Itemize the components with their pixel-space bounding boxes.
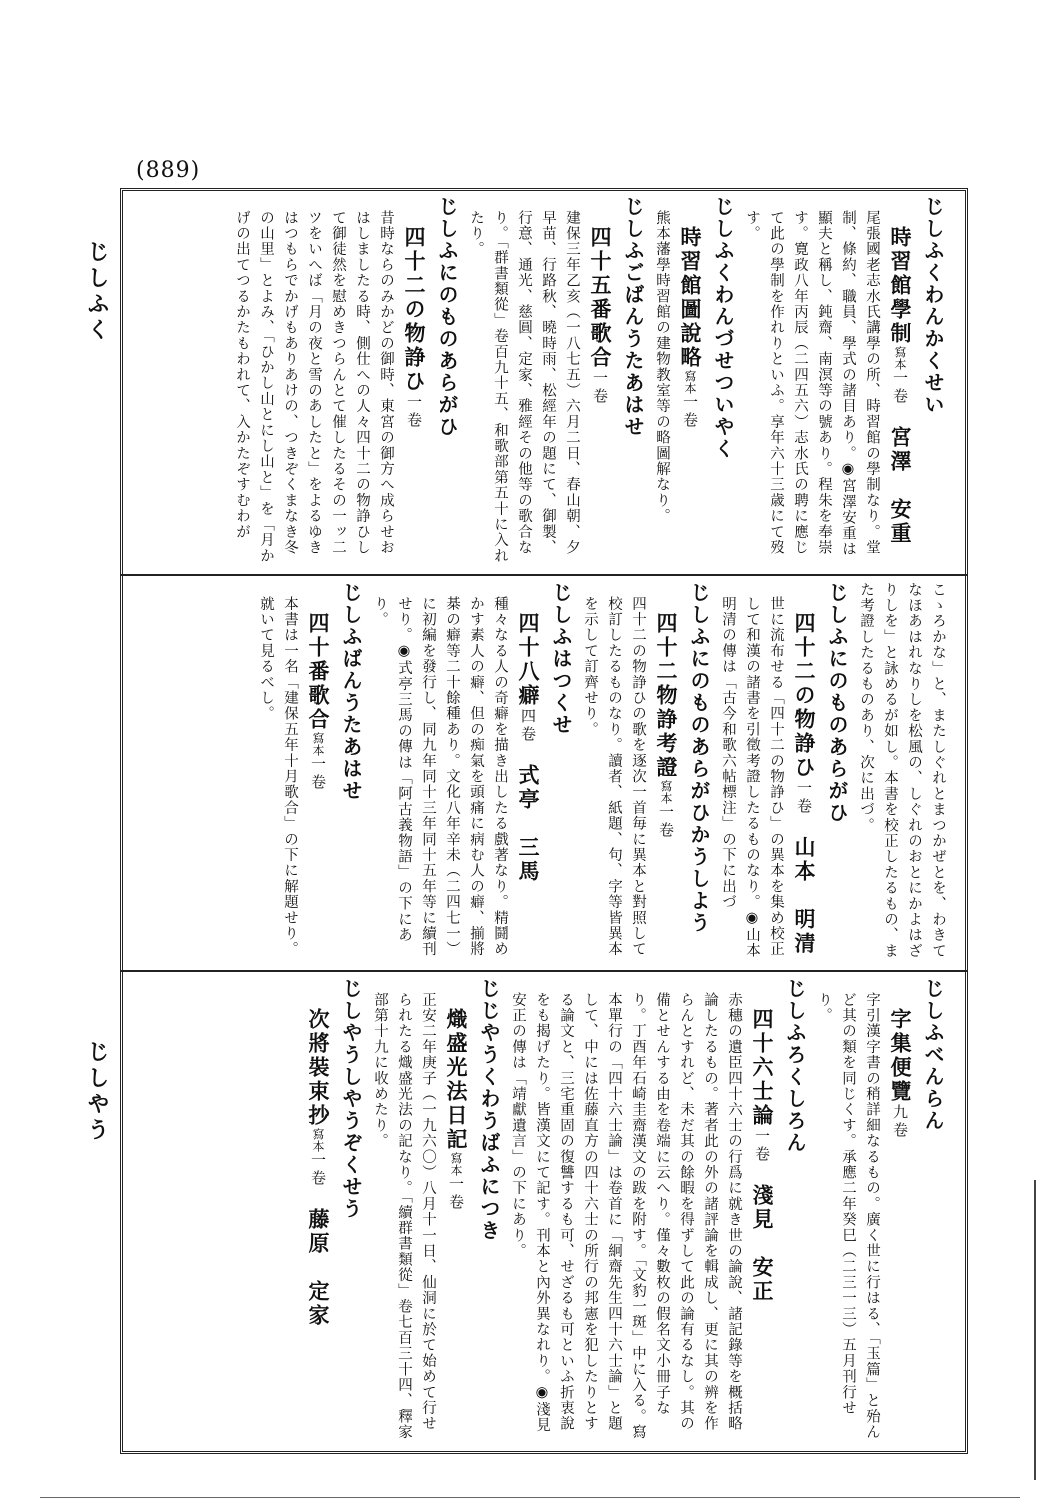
entry-description: 四十二の物諍ひの歌を逐次一首毎に異本と對照して校訂したるものなり。讀者、紙題、句、字等皆異本を示して訂齊せり。	[582, 596, 646, 958]
section-middle	[140, 582, 950, 962]
margin-label-bottom: じしやう	[84, 1040, 110, 1144]
entry-volumes: 一卷	[657, 804, 675, 840]
entry-reading: じしふごばんうたあはせ	[621, 196, 645, 438]
entry-reading: じしふべんらん	[921, 978, 945, 1132]
entry-description: 熊本藩學時習館の建物教室等の略圖解なり。	[654, 210, 670, 524]
entry-reading: じしふにのものあらがひ	[435, 196, 459, 438]
entry-title-text: 四十五番歌合	[588, 226, 613, 370]
entry-title-text: 四十二の物諍ひ	[402, 226, 427, 394]
entry-title-text: 四十二の物諍ひ	[792, 612, 817, 780]
dictionary-entry	[650, 196, 740, 568]
dictionary-entry	[578, 582, 716, 962]
dictionary-entry	[368, 978, 506, 1446]
entry-title	[650, 582, 682, 962]
entry-description: 昔時ならのみかどの御時、東宮の御方へ成らせおはしましたる時、側仕への人々四十二の物諍ひして御徒然を慰めきつらんとて催したるその一ッ二ツをいへば「月の夜と雪のあしたと」をよるゆきはつもらでかげもありあけの、つきぞくまなき冬の山里」とよみ、「ひかし山とにし山と」を「月かげの出てつるかたもわれて、入かたぞすむわが	[234, 210, 394, 564]
entry-volumes: 一卷	[309, 756, 327, 792]
dictionary-entry	[302, 978, 368, 1446]
entry-title	[512, 582, 544, 962]
entry-title	[584, 196, 616, 568]
dictionary-entry	[230, 196, 464, 568]
entry-format-note: 寫本	[311, 1128, 325, 1152]
dictionary-entry	[812, 978, 950, 1446]
entry-reading: じしふばんうたあはせ	[339, 582, 363, 802]
entry-volumes: 一卷	[891, 370, 909, 406]
entry-title	[746, 978, 778, 1446]
entry-author: 式亭 三馬	[516, 764, 541, 884]
page-edge	[1034, 1180, 1036, 1480]
entry-title	[398, 196, 430, 568]
divider-1	[120, 574, 968, 576]
dictionary-entry	[740, 196, 950, 568]
section-top	[140, 196, 950, 568]
entry-title	[674, 196, 706, 568]
entry-volumes: 一卷	[681, 394, 699, 430]
entry-volumes: 一卷	[405, 394, 423, 430]
margin-label-top: じしふく	[84, 240, 110, 344]
entry-title-text: 次將裝束抄	[306, 1008, 331, 1128]
entry-title	[884, 978, 916, 1446]
entry-title-text: 字集便覽	[888, 1008, 913, 1104]
entry-title-text: 四十六士論	[750, 1008, 775, 1128]
dictionary-entry	[716, 582, 854, 962]
entry-author: 宮澤 安重	[888, 426, 913, 546]
entry-format-note: 寫本	[449, 1152, 463, 1176]
entry-volumes: 九卷	[891, 1104, 909, 1140]
entry-description: こゝろかな」と、またしぐれとまつかぜとを、わきてなほあはれなりしを松風の、しぐれのおとにかよはざりしを」と詠めるが如し。本書を校正したるもの、また考證したるものあり、次に出づ。	[858, 582, 946, 959]
entry-format-note: 寫本	[683, 370, 697, 394]
dictionary-entry	[254, 582, 368, 962]
entry-author: 淺見 安正	[750, 1184, 775, 1304]
entry-title	[788, 582, 820, 962]
entry-description: 建保三年乙亥（一八七五）六月二日、春山朝、夕早苗、行路秋、曉時雨、松經年の題にて、御製、行意、通光、慈圓、定家、雅經その他等の歌合なり。「群書類從」卷百九十五、和歌部第五十に入れたり。	[468, 210, 580, 564]
entry-reading: じしふろくしろん	[783, 978, 807, 1154]
entry-description: 種々なる人の奇癖を描き出したる戲著なり。精鬪めかす素人の癖、但の痴氣を頭痛に病む人の癖、揃將棊の癖等二十餘種あり。文化八年辛未（二四七一）に初編を發行し、同九年同十三年同十五年等に續刊せり。◉式亭三馬の傳は「阿古義物語」の下にあり。	[372, 596, 508, 958]
entry-volumes: 一卷	[309, 1152, 327, 1188]
dictionary-entry	[506, 978, 812, 1446]
entry-title-text: 時習館圖說略	[678, 226, 703, 370]
entry-reading: じしふにのものあらがひかうしよう	[687, 582, 711, 934]
entry-description: 尾張國老志水氏講學の所、時習館の學制なり。堂制、條約、職員、學式の諸目あり。◉宮澤安重は顯夫と稱し、鈍齋、南溟等の號あり。程朱を奉崇す。寛政八年丙辰（二四五六）志水氏の聘に應じて此の學制を作れりといふ。享年六十三歳にて歿す。	[744, 210, 880, 557]
entry-volumes: 一卷	[795, 780, 813, 816]
entry-author: 藤原 定家	[306, 1208, 331, 1328]
entry-format-note: 寫本	[659, 780, 673, 804]
page-number: (889)	[136, 158, 201, 183]
entry-reading: じしふはつくせ	[549, 582, 573, 736]
page-bottom-line	[40, 1497, 1020, 1498]
dictionary-entry	[464, 196, 650, 568]
entry-description: 赤穗の遺臣四十六士の行爲に就き世の論說、諸記錄等を概括略論したるもの。著者此の外の諸評論を輯成し、更に其の辨を作らんとすれど、未だ其の餘暇を得ずして此の論有るなし。其の備とせんする由を卷端に云へり。僅々數枚の假名文小冊子なり。丁酉年石崎圭齋漢文の跋を附す。「文豹一斑」中に入る。寫本單行の「四十六士論」は卷首に「絅齋先生四十六士論」と題して、中には佐藤直方の四十六士の所行の邦憲を犯したりとする論文と、三宅重固の復讐するも可、せざるも可といふ折衷說をも揭げたり。皆漢文にて記す。刊本と內外異なれり。◉淺見安正の傳は「靖獻遺言」の下にあり。	[510, 992, 742, 1441]
entry-reading: じしふくわんかくせい	[921, 196, 945, 416]
entry-reading: じしふくわんづせついやく	[711, 196, 735, 460]
entry-title	[440, 978, 472, 1446]
entry-description: 本書は一名「建保五年十月歌合」の下に解題せり。就いて見るべし。	[258, 596, 298, 958]
entry-title-text: 四十二物諍考證	[654, 612, 679, 780]
entry-reading: じしやうしやうぞくせう	[339, 978, 363, 1220]
entry-format-note: 寫本	[893, 346, 907, 370]
entry-title-text: 四十番歌合	[306, 612, 331, 732]
entry-format-note: 寫本	[311, 732, 325, 756]
entry-title-text: 熾盛光法日記	[444, 1008, 469, 1152]
entry-title	[884, 196, 916, 568]
section-bottom	[140, 978, 950, 1446]
divider-2	[120, 970, 968, 972]
dictionary-entry	[854, 582, 950, 962]
dictionary-entry	[368, 582, 578, 962]
entry-title-text: 時習館學制	[888, 226, 913, 346]
entry-volumes: 四卷	[519, 708, 537, 744]
entry-volumes: 一卷	[591, 370, 609, 406]
entry-author: 山本 明清	[792, 836, 817, 956]
entry-description: 字引漢字書の稍詳細なるもの。廣く世に行はる、「玉篇」と殆んど其の類を同じくす。承應二年癸巳（二三一三）五月刊行せり。	[816, 992, 880, 1441]
entry-reading: じしふにのものあらがひ	[825, 582, 849, 824]
entry-volumes: 一卷	[753, 1128, 771, 1164]
entry-title	[302, 582, 334, 962]
entry-reading: じじやうくわうばふにつき	[477, 978, 501, 1242]
entry-description: 正安二年庚子（一九六〇）八月十一日、仙洞に於て始めて行せられたる熾盛光法の記なり。「續群書類從」卷七百三十四、釋家部第十九に收めたり。	[372, 992, 436, 1441]
entry-volumes: 一卷	[447, 1176, 465, 1212]
entry-description: 世に流布せる「四十二の物諍ひ」の異本を集め校正して和漢の諸書を引徵考證したるものなり。◉山本明清の傳は「古今和歌六帖標注」の下に出づ	[720, 596, 784, 959]
entry-title-text: 四十八癖	[516, 612, 541, 708]
entry-title	[302, 978, 334, 1446]
